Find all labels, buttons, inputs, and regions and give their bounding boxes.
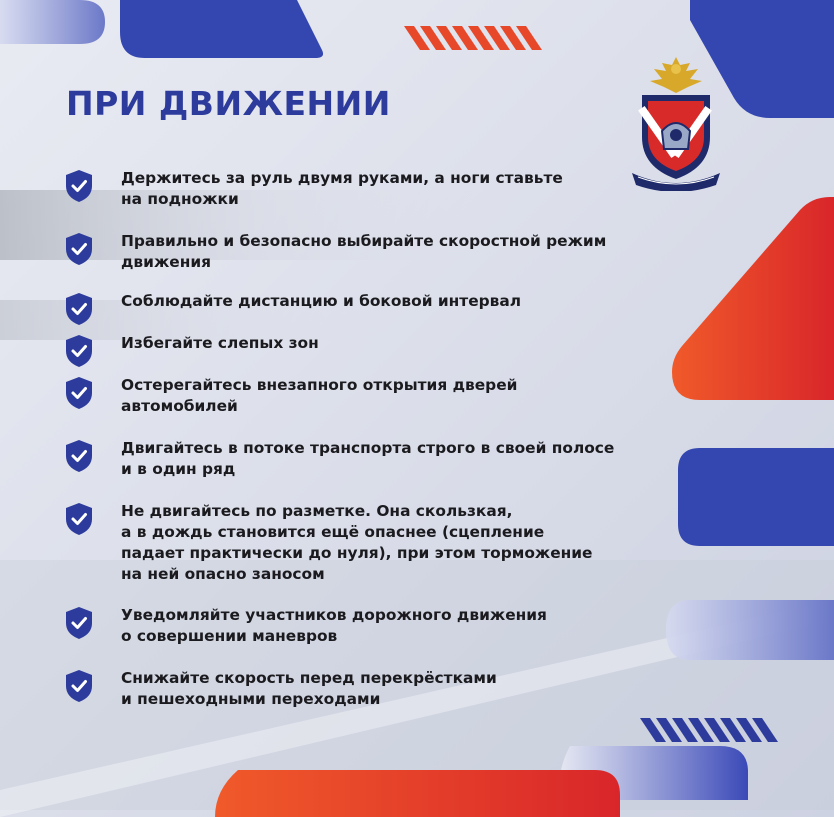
- page-title: ПРИ ДВИЖЕНИИ: [66, 84, 391, 123]
- shield-check-icon: [64, 669, 94, 703]
- item-text: Не двигайтесь по разметке. Она скользкая, а в дождь становится ещё опаснее (сцепление падает практически до нуля), при этом торможение на ней опасно заносом: [121, 502, 593, 583]
- shield-check-icon: [64, 439, 94, 473]
- shield-check-icon: [64, 606, 94, 640]
- shield-check-icon: [64, 502, 94, 536]
- shield-check-icon: [64, 169, 94, 203]
- item-text: Уведомляйте участников дорожного движения о совершении маневров: [121, 606, 547, 645]
- item-text: Снижайте скорость перед перекрёстками и пешеходными переходами: [121, 669, 497, 708]
- item-text: Двигайтесь в потоке транспорта строго в своей полосе и в один ряд: [121, 439, 615, 478]
- item-text: Остерегайтесь внезапного открытия дверей автомобилей: [121, 376, 518, 415]
- item-text: Соблюдайте дистанцию и боковой интервал: [121, 292, 522, 310]
- shield-check-icon: [64, 232, 94, 266]
- shield-check-icon: [64, 334, 94, 368]
- item-text: Правильно и безопасно выбирайте скоростной режим движения: [121, 232, 607, 271]
- item-text: Избегайте слепых зон: [121, 334, 319, 352]
- shield-check-icon: [64, 292, 94, 326]
- shield-check-icon: [64, 376, 94, 410]
- item-text: Держитесь за руль двумя руками, а ноги ставьте на подножки: [121, 169, 563, 208]
